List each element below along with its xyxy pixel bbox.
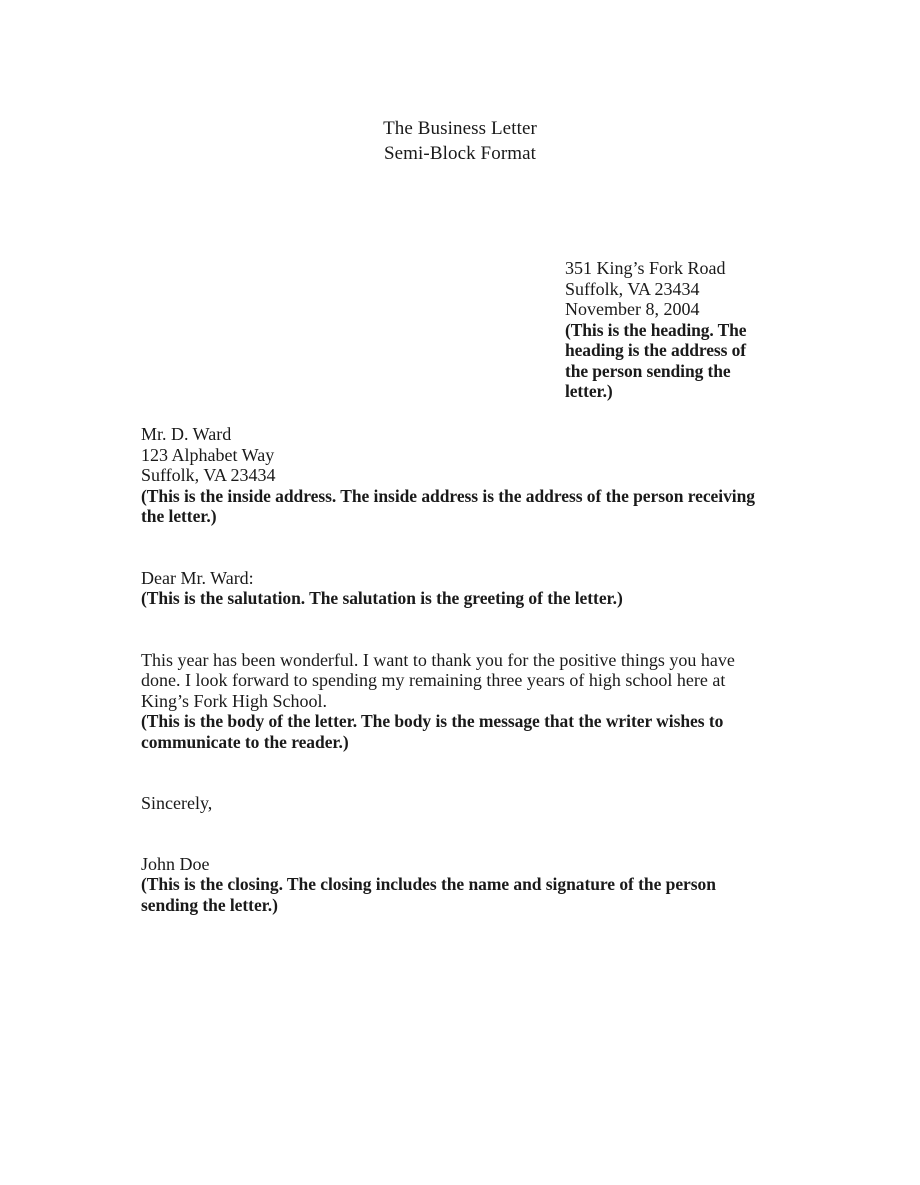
heading-block <box>565 258 765 402</box>
inside-address-block <box>141 424 771 527</box>
title-line-2: Semi-Block Format <box>383 143 537 164</box>
heading-annotation: (This is the heading. The heading is the address of the person sending the letter.) <box>565 319 747 401</box>
spacer-after-body <box>141 752 771 793</box>
inside-address-name: Mr. D. Ward <box>141 424 232 444</box>
spacer-after-inside-address <box>141 527 771 568</box>
closing-valediction: Sincerely, <box>141 793 213 813</box>
body-paragraph: This year has been wonderful. I want to thank you for the positive things you have done. I look forward to spending my remaining three years of high school here at King’s Fork High School. <box>141 649 735 711</box>
letter-body-column <box>141 424 771 915</box>
inside-address-street: 123 Alphabet Way <box>141 444 275 465</box>
salutation-annotation: (This is the salutation. The salutation is the greeting of the letter.) <box>141 588 623 608</box>
salutation-block <box>141 568 771 609</box>
closing-annotation: (This is the closing. The closing includes the name and signature of the person sending the letter.) <box>141 874 716 915</box>
signature-space <box>141 814 771 854</box>
closing-block <box>141 793 771 915</box>
page-title <box>0 116 920 166</box>
body-annotation: (This is the body of the letter. The body is the message that the writer wishes to communicate to the reader.) <box>141 711 724 752</box>
heading-city-state-zip: Suffolk, VA 23434 <box>565 278 700 299</box>
closing-signature-name: John Doe <box>141 853 210 874</box>
body-block <box>141 650 771 753</box>
spacer-after-salutation <box>141 609 771 650</box>
salutation-text: Dear Mr. Ward: <box>141 567 254 588</box>
inside-address-city-state-zip: Suffolk, VA 23434 <box>141 465 276 485</box>
heading-street: 351 King’s Fork Road <box>565 258 726 278</box>
inside-address-annotation: (This is the inside address. The inside address is the address of the person receiving the letter.) <box>141 485 755 526</box>
title-line-1: The Business Letter <box>383 118 537 139</box>
heading-date: November 8, 2004 <box>565 299 700 319</box>
